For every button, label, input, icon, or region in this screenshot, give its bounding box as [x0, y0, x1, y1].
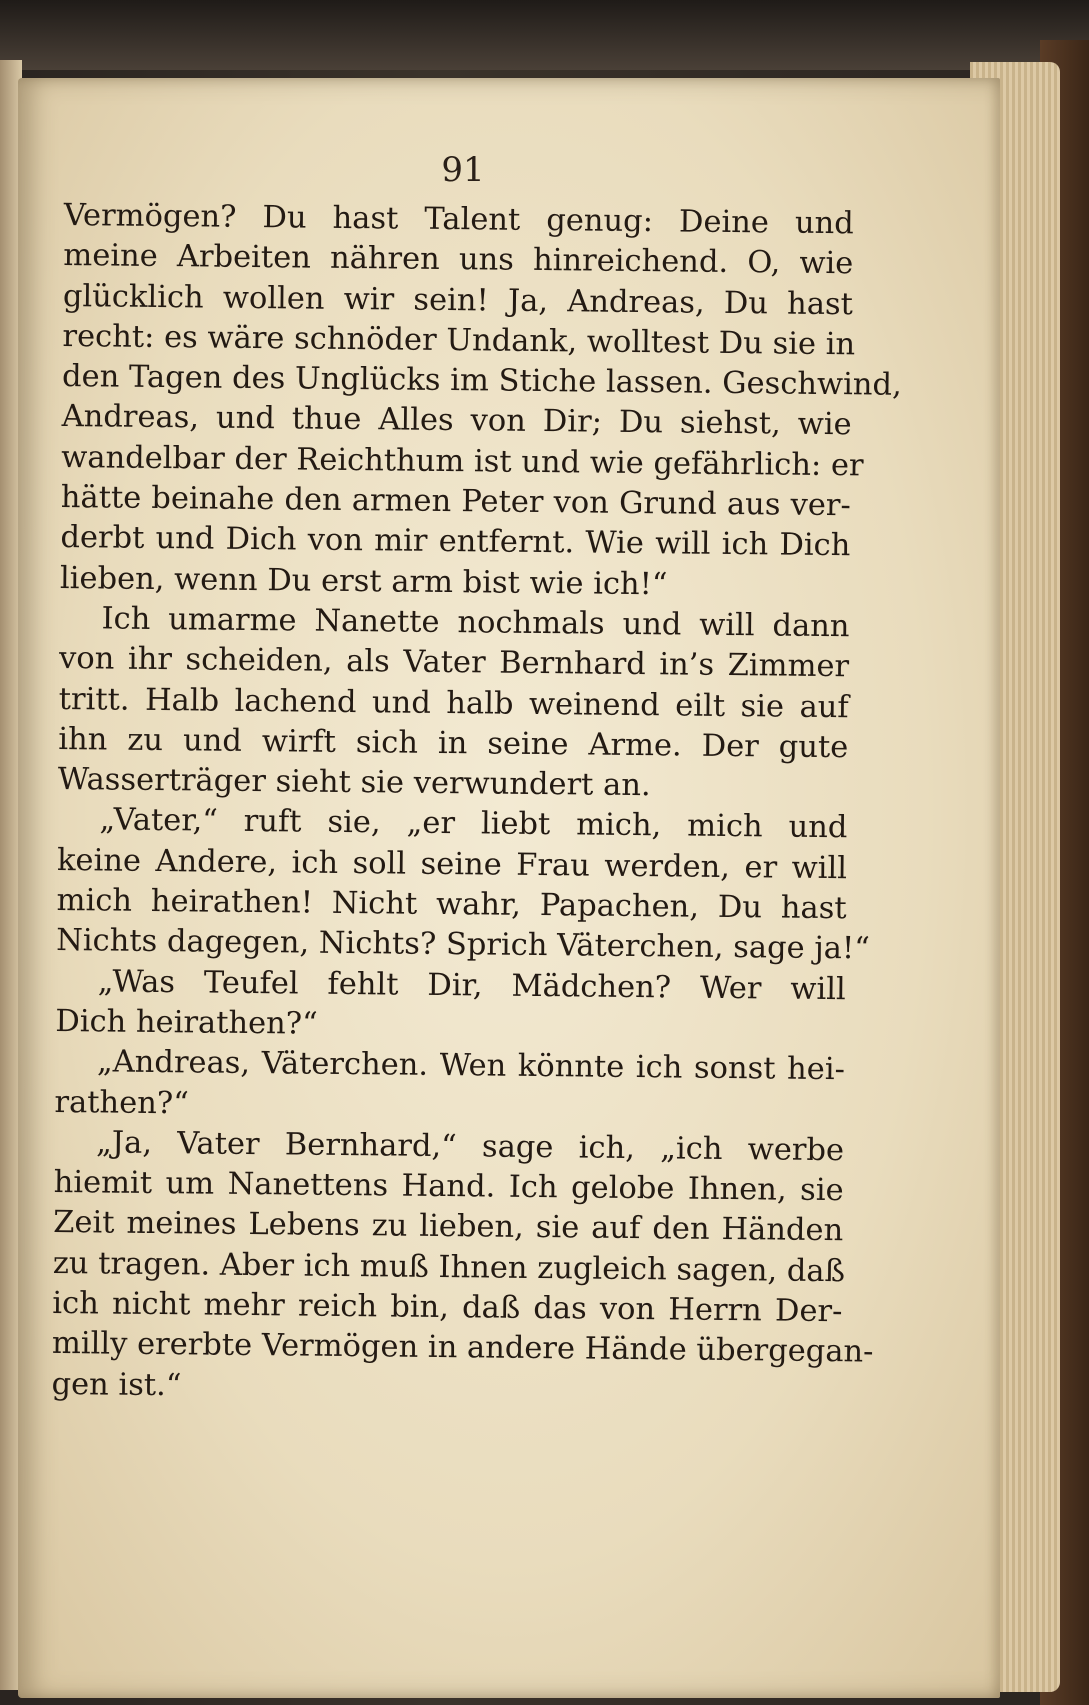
text-line: den Tagen des Unglücks im Stiche lassen. Geschwind,	[61, 359, 902, 403]
text-line: „Ja, Vater Bernhard,“ sage ich, „ich werbe	[95, 1125, 845, 1169]
text-line: recht: es wäre schnöder Undank, wolltest Du sie in	[62, 318, 856, 363]
text-line: glücklich wollen wir sein! Ja, Andreas, Du hast	[62, 278, 854, 322]
text-line: wandelbar der Reichthum ist und wie gefährlich: er	[61, 439, 864, 484]
text-line: Dich heirathen?“	[55, 1003, 318, 1042]
text-line: ihn zu und wirft sich in seine Arme. Der gute	[58, 721, 849, 766]
text-line: „Andreas, Väterchen. Wen könnte ich sonst hei-	[96, 1044, 846, 1088]
book-top-edge	[0, 0, 1089, 70]
page-body-text	[51, 196, 902, 1413]
text-line: „Was Teufel fehlt Dir, Mädchen? Wer will	[97, 964, 846, 1007]
page-number: 91	[441, 150, 485, 190]
text-line: rathen?“	[54, 1084, 190, 1121]
text-line: von ihr scheiden, als Vater Bernhard in’s Zimmer	[58, 641, 850, 685]
book-page	[18, 78, 1000, 1698]
text-line: derbt und Dich von mir entfernt. Wie will ich Dich	[60, 520, 851, 564]
text-line: zu tragen. Aber ich muß Ihnen zugleich sagen, daß	[52, 1245, 846, 1289]
text-line: Zeit meines Lebens zu lieben, sie auf den Händen	[53, 1205, 844, 1249]
text-line: ich nicht mehr reich bin, daß das von Herrn Der-	[52, 1285, 843, 1330]
text-line: Vermögen? Du hast Talent genug: Deine und	[63, 197, 854, 242]
text-line: Nichts dagegen, Nichts? Sprich Väterchen, sage ja!“	[56, 923, 870, 967]
text-line: Andreas, und thue Alles von Dir; Du siehst, wie	[61, 399, 852, 443]
text-line: Wasserträger sieht sie verwundert an.	[57, 762, 651, 804]
text-line: meine Arbeiten nähren uns hinreichend. O, wie	[63, 238, 854, 282]
text-line: milly ererbte Vermögen in andere Hände übergegan-	[51, 1326, 874, 1370]
text-line: keine Andere, ich soll seine Frau werden, er will	[56, 842, 848, 886]
text-line: „Vater,“ ruft sie, „er liebt mich, mich und	[99, 802, 848, 846]
text-line: tritt. Halb lachend und halb weinend eilt sie auf	[58, 681, 849, 725]
text-line: hiemit um Nanettens Hand. Ich gelobe Ihnen, sie	[53, 1165, 844, 1209]
text-line: mich heirathen! Nicht wahr, Papachen, Du hast	[56, 883, 847, 927]
text-line: hätte beinahe den armen Peter von Grund aus ver-	[60, 480, 851, 524]
text-line: gen ist.“	[51, 1366, 182, 1403]
text-line: Ich umarme Nanette nochmals und will dann	[101, 601, 850, 645]
text-line: lieben, wenn Du erst arm bist wie ich!“	[59, 560, 668, 603]
